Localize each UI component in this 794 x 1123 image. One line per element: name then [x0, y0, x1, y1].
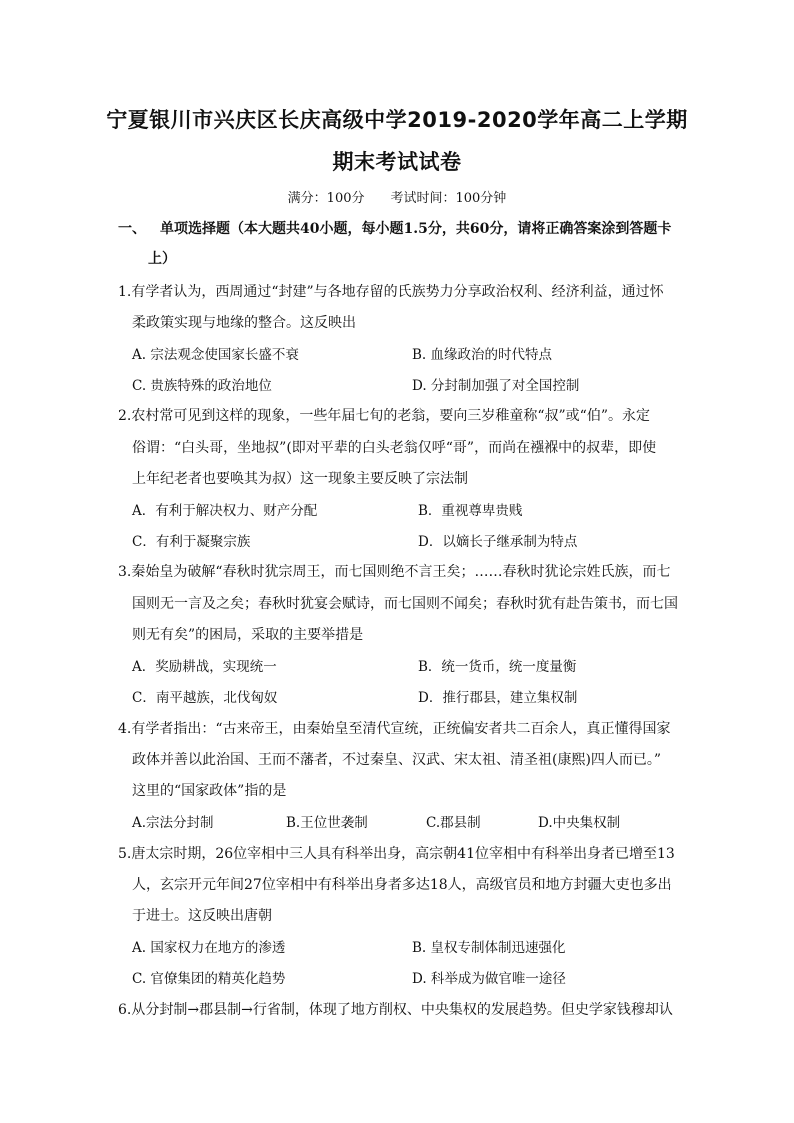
section-number: 一、 [118, 221, 146, 237]
question-5-option-b: B. 皇权专制体制迅速强化 [412, 940, 566, 956]
question-4-option-c: C.郡县制 [426, 815, 481, 831]
question-3-option-c: C．南平越族，北伐匈奴 [132, 690, 278, 706]
question-2-option-c: C．有利于凝聚宗族 [132, 534, 251, 550]
question-1-line2: 柔政策实现与地缘的整合。这反映出 [132, 315, 356, 331]
question-5-line3: 于进士。这反映出唐朝 [132, 908, 272, 924]
question-3-option-b: B．统一货币，统一度量衡 [418, 659, 577, 675]
question-4-option-b: B.王位世袭制 [286, 815, 368, 831]
question-1-line1: 1.有学者认为，西周通过“封建”与各地存留的氏族势力分享政治权利、经济利益，通过怀 [118, 284, 664, 300]
section-heading-line1: 单项选择题（本大题共40小题，每小题1.5分，共60分，请将正确答案涂到答题卡 [160, 221, 672, 237]
question-1-option-a: A. 宗法观念使国家长盛不衰 [132, 347, 299, 363]
question-4-line2: 政体并善以此治国、王而不藩者，不过秦皇、汉武、宋太祖、清圣祖(康熙)四人而已。” [132, 752, 662, 768]
question-3-line1: 3.秦始皇为破解“春秋时犹宗周王，而七国则绝不言王矣；……春秋时犹论宗姓氏族，而七 [118, 564, 671, 580]
question-1-option-d: D. 分封制加强了对全国控制 [412, 378, 580, 394]
question-3-line3: 则无有矣”的困局，采取的主要举措是 [132, 627, 364, 643]
question-2-option-a: A．有利于解决权力、财产分配 [132, 503, 318, 519]
question-2-option-b: B．重视尊卑贵贱 [418, 503, 523, 519]
section-heading-line2: 上） [148, 251, 176, 267]
question-4-line1: 4.有学者指出：“古来帝王，由秦始皇至清代宣统，正统偏安者共二百余人，真正懂得国家 [118, 721, 671, 737]
question-1-option-b: B. 血缘政治的时代特点 [412, 347, 553, 363]
question-2-line1: 2.农村常可见到这样的现象，一些年届七旬的老翁，要向三岁稚童称“叔”或“伯”。永定 [118, 408, 650, 424]
question-5-line1: 5.唐太宗时期，26位宰相中三人具有科举出身，高宗朝41位宰相中有科举出身者已增至13 [118, 846, 675, 862]
question-3-option-d: D．推行郡县，建立集权制 [418, 690, 578, 706]
question-5-option-a: A. 国家权力在地方的渗透 [132, 940, 286, 956]
question-2-option-d: D．以嫡长子继承制为特点 [418, 534, 578, 550]
question-5-line2: 人，玄宗开元年间27位宰相中有科举出身者多达18人，高级官员和地方封疆大吏也多出 [132, 877, 672, 893]
exam-title-line2: 期末考试试卷 [332, 150, 462, 174]
question-5-option-d: D. 科举成为做官唯一途径 [412, 971, 566, 987]
question-3-line2: 国则无一言及之矣；春秋时犹宴会赋诗，而七国则不闻矣；春秋时犹有赴告策书，而七国 [132, 596, 678, 612]
question-2-line2: 俗谓：“白头哥，坐地叔”(即对平辈的白头老翁仅呼“哥”，而尚在襁褓中的叔辈，即使 [132, 440, 657, 456]
question-4-option-a: A.宗法分封制 [132, 815, 214, 831]
question-3-option-a: A．奖励耕战，实现统一 [132, 659, 277, 675]
question-5-option-c: C. 官僚集团的精英化趋势 [132, 971, 286, 987]
question-4-option-d: D.中央集权制 [538, 815, 621, 831]
exam-meta: 满分：100分 考试时间：100分钟 [287, 191, 507, 206]
question-4-line3: 这里的“国家政体”指的是 [132, 783, 287, 799]
question-1-option-c: C. 贵族特殊的政治地位 [132, 378, 272, 394]
question-2-line3: 上年纪老者也要唤其为叔）这一现象主要反映了宗法制 [132, 471, 468, 487]
question-6-line1: 6.从分封制→郡县制→行省制，体现了地方削权、中央集权的发展趋势。但史学家钱穆却认 [118, 1002, 673, 1018]
exam-title-line1: 宁夏银川市兴庆区长庆高级中学2019-2020学年高二上学期 [106, 108, 688, 132]
